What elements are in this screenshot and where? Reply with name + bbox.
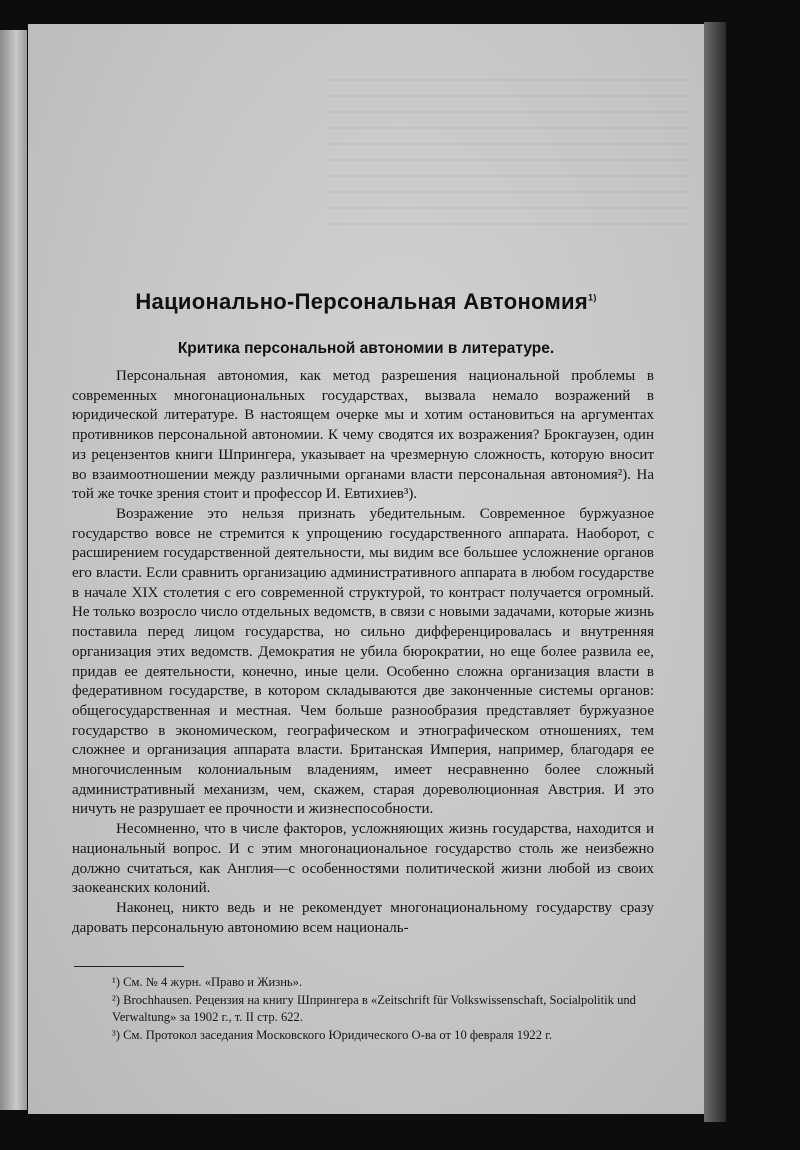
paragraph-3: Несомненно, что в числе факторов, усложняющих жизнь государства, находится и национальный вопрос. И с этим многонациональное государство столь же неизбежно должно считаться, как Англия—с особенностями политической жизни любой из своих заокеанских колоний. bbox=[72, 821, 654, 897]
section-subtitle: Критика персональной автономии в литературе. bbox=[177, 340, 555, 357]
footnotes bbox=[74, 974, 654, 1044]
page-title bbox=[28, 289, 704, 315]
title-text: Национально-Персональная Автономия bbox=[135, 289, 589, 314]
footnote-2: ²) Brochhausen. Рецензия на книгу Шпрингера в «Zeitschrift für Volkswissenschaft, Socialpolitik und Verwaltung» за 1902 г., т. II стр. 622. bbox=[112, 992, 636, 1024]
show-through-text bbox=[328, 79, 688, 239]
binding-shadow bbox=[704, 22, 726, 1122]
main-text bbox=[72, 367, 654, 938]
book-page bbox=[28, 24, 704, 1114]
paragraph-1: Персональная автономия, как метод разрешения национальной проблемы в современных многонациональных государствах, вызвала немало возражений в юридической литературе. В настоящем очерке мы и хотим остановиться на аргументах противников персональной автономии. К чему сводятся их возражения? Брокгаузен, один из рецензентов книги Шпрингера, указывает на чрезмерную сложность, которую вносит во взаимоотношении между различными органами власти персональная автономия²). На той же точке зрения стоит и профессор И. Евтихиев³). bbox=[72, 368, 654, 503]
paragraph-2: Возражение это нельзя признать убедительным. Современное буржуазное государство вовсе не стремится к упрощению государственного аппарата. Наоборот, с расширением государственной деятельности, мы видим все большее усложнение органов его власти. Если сравнить организацию административного аппарата в любом государстве в начале XIX столетия с его современной структурой, то контраст получается огромный. Не только возросло число отдельных ведомств, в связи с новыми задачами, которые жизнь поставила перед лицом государства, но сильно дифференцировалась и внутренняя организация этих ведомств. Демократия не убила бюрократии, но еще более развила ее, придав ее деятельности, конечно, иные цели. Особенно сложна организация власти в федеративном государстве, в котором складываются две законченные системы органов: общегосударственная и местная. Чем больше разнообразия представляет буржуазное государство в экономическом, географическом и этнографическом отношениях, тем сложнее и организация аппарата власти. Британская Империя, например, благодаря ее многочисленным колониальным владениям, имеет несравненно более сложный административный механизм, чем, скажем, старая дореволюционная Австрия. И это ничуть не разрушает ее прочности и жизнеспособности. bbox=[72, 505, 654, 818]
title-footnote-marker: 1) bbox=[588, 292, 597, 303]
footnote-1: ¹) См. № 4 журн. «Право и Жизнь». bbox=[112, 975, 303, 989]
footnote-3: ³) См. Протокол заседания Московского Юридического О-ва от 10 февраля 1922 г. bbox=[112, 1027, 553, 1042]
left-page-edge bbox=[0, 30, 27, 1110]
footnote-separator bbox=[74, 966, 184, 967]
paragraph-4: Наконец, никто ведь и не рекомендует многонациональному государству сразу даровать персональную автономию всем националь- bbox=[72, 899, 654, 936]
